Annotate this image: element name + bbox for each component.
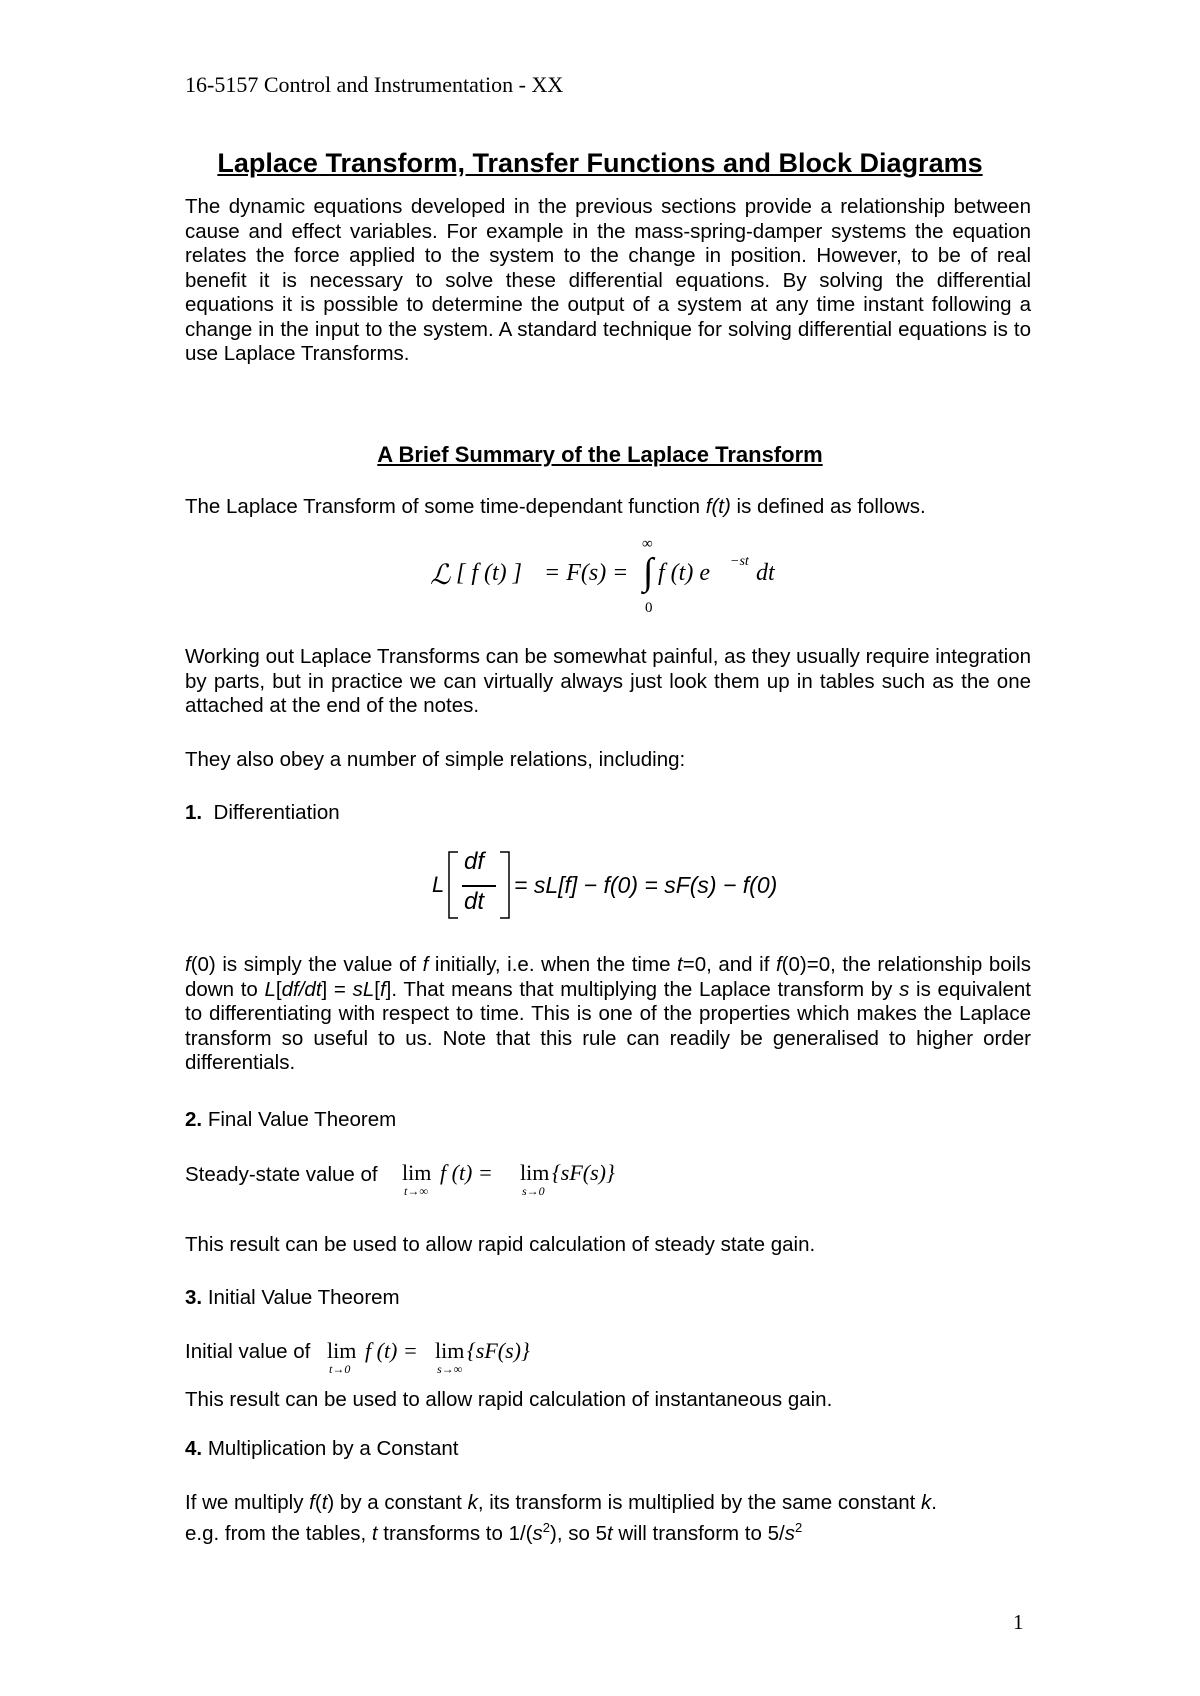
- text-frag: s: [784, 1521, 795, 1545]
- item-number: 4.: [185, 1437, 203, 1460]
- fraction-denominator: dt: [464, 888, 485, 915]
- integrand: f (t) e: [658, 560, 710, 586]
- text-frag: s: [532, 1521, 543, 1545]
- text-frag: ] =: [321, 977, 353, 1001]
- text-frag: f: [309, 1491, 315, 1514]
- text-frag: ]. That means that multiplying the Laplace transform by: [385, 977, 900, 1001]
- initial-value-rhs: {sF(s)}: [467, 1338, 530, 1363]
- lim-operator: lim: [327, 1338, 357, 1363]
- text-frag: (0)=0, the relationship boils down to: [185, 953, 1031, 1001]
- text-frag: (: [314, 1491, 322, 1514]
- item-multiplication-constant: [185, 1437, 459, 1462]
- lim-subscript: t→0: [329, 1362, 351, 1376]
- item-initial-value: [185, 1286, 400, 1311]
- definition-lhs: [ f (t) ]: [456, 560, 522, 586]
- text-frag: will transform to 5/: [612, 1521, 785, 1545]
- final-value-equation: [402, 1160, 662, 1204]
- item-heading: Initial Value Theorem: [207, 1286, 400, 1309]
- relations-intro: They also obey a number of simple relations, including:: [185, 748, 686, 771]
- lim-subscript: t→∞: [404, 1184, 428, 1198]
- fraction-numerator: df: [464, 848, 485, 875]
- text-frag: initially, i.e. when the time: [428, 953, 678, 976]
- definition-intro-text: The Laplace Transform of some time-dependant function: [185, 495, 706, 518]
- text-frag: ), so 5: [550, 1521, 607, 1545]
- initial-value-label: Initial value of: [185, 1340, 311, 1363]
- right-bracket: [498, 850, 512, 920]
- left-bracket: [446, 850, 460, 920]
- text-frag: f: [422, 953, 429, 976]
- text-frag: is equivalent to differentiating with respect to time. This is one of the properties which makes the Laplace transform so useful to us. Note that this rule can readily be generalised to higher order differentials.: [185, 977, 1032, 1074]
- differentiation-equation: [432, 850, 792, 922]
- definition-intro-text-end: is defined as follows.: [730, 495, 926, 518]
- differentiation-rhs: = sL[f] − f(0) = sF(s) − f(0): [514, 872, 778, 898]
- text-frag: [: [275, 977, 282, 1001]
- constant-line-2: [185, 1516, 802, 1546]
- text-frag: (0) is simply the value of: [190, 953, 423, 976]
- text-frag: e.g. from the tables,: [185, 1521, 372, 1545]
- script-l-symbol: ℒ: [430, 560, 451, 591]
- text-frag: t: [606, 1521, 613, 1545]
- text-frag: df/dt: [281, 977, 322, 1001]
- text-frag: sL: [352, 977, 375, 1001]
- text-frag: =0, and if: [682, 953, 776, 976]
- text-frag: f: [185, 953, 191, 976]
- initial-value-note: This result can be used to allow rapid calculation of instantaneous gain.: [185, 1388, 833, 1411]
- text-frag: s: [899, 977, 910, 1001]
- section-heading: A Brief Summary of the Laplace Transform: [377, 442, 823, 467]
- item-heading: Differentiation: [213, 801, 340, 824]
- item-heading: Multiplication by a Constant: [207, 1437, 459, 1460]
- function-symbol: f(t): [705, 495, 731, 518]
- exponent: −st: [730, 554, 749, 569]
- text-frag: ) by a constant: [327, 1491, 468, 1514]
- final-value-note: This result can be used to allow rapid calculation of steady state gain.: [185, 1233, 816, 1256]
- text-frag: , its transform is multiplied by the same constant: [477, 1491, 922, 1514]
- final-value-lhs: f (t) =: [440, 1160, 493, 1185]
- text-frag: t: [677, 953, 683, 976]
- constant-line-1: [185, 1491, 937, 1516]
- text-frag: f: [379, 977, 386, 1001]
- differentiation-explanation: [185, 953, 1031, 1076]
- item-number: 3.: [185, 1286, 203, 1309]
- initial-value-equation: [327, 1338, 587, 1382]
- integral-lower-limit: 0: [645, 600, 653, 616]
- text-frag: .: [931, 1491, 937, 1514]
- text-frag: t: [371, 1521, 378, 1545]
- item-number: 1.: [185, 801, 203, 824]
- superscript: 2: [794, 1520, 803, 1535]
- lim-operator: lim: [402, 1160, 432, 1185]
- definition-mid: = F(s) =: [544, 560, 629, 586]
- lim-subscript: s→0: [522, 1184, 545, 1198]
- final-value-label: Steady-state value of: [185, 1163, 378, 1186]
- diff-l-symbol: L: [432, 872, 445, 897]
- intro-paragraph: The dynamic equations developed in the previous sections provide a relationship between cause and effect variables. For example in the mass-spring-damper systems the equation relates the force applied to the system to the change in position. However, to be of real benefit it is necessary to solve these differential equations. By solving the differential equations it is possible to determine the output of a system at any time instant following a change in the input to the system. A standard technique for solving differential equations is to use Laplace Transforms.: [185, 195, 1031, 365]
- lim-operator: lim: [435, 1338, 465, 1363]
- text-frag: If we multiply: [185, 1491, 310, 1514]
- dt-term: dt: [756, 560, 775, 586]
- item-final-value: [185, 1108, 396, 1133]
- integral-sign: ∫: [643, 551, 654, 593]
- working-out-paragraph: Working out Laplace Transforms can be somewhat painful, as they usually require integration by parts, but in practice we can virtually always just look them up in tables such as the one attached at the end of the notes.: [185, 645, 1031, 717]
- course-header: 16-5157 Control and Instrumentation - XX: [185, 72, 564, 97]
- final-value-rhs: {sF(s)}: [552, 1160, 615, 1185]
- item-heading: Final Value Theorem: [207, 1108, 397, 1131]
- text-frag: transforms to 1/(: [377, 1521, 533, 1545]
- fraction-bar: [462, 885, 496, 887]
- item-differentiation: [185, 801, 340, 826]
- text-frag: k: [921, 1491, 932, 1514]
- lim-operator: lim: [520, 1160, 550, 1185]
- page-number: 1: [1013, 1610, 1024, 1634]
- text-frag: L: [264, 977, 276, 1001]
- integral-upper-limit: ∞: [642, 536, 653, 552]
- text-frag: [: [374, 977, 380, 1001]
- text-frag: t: [321, 1491, 328, 1514]
- laplace-definition-equation: [430, 536, 790, 618]
- text-frag: k: [467, 1491, 478, 1514]
- lim-subscript: s→∞: [437, 1362, 463, 1376]
- item-number: 2.: [185, 1108, 203, 1131]
- superscript: 2: [542, 1520, 550, 1535]
- definition-intro: [185, 495, 926, 520]
- text-frag: f: [775, 953, 782, 976]
- initial-value-lhs: f (t) =: [365, 1338, 418, 1363]
- page-title: Laplace Transform, Transfer Functions and Block Diagrams: [217, 148, 983, 178]
